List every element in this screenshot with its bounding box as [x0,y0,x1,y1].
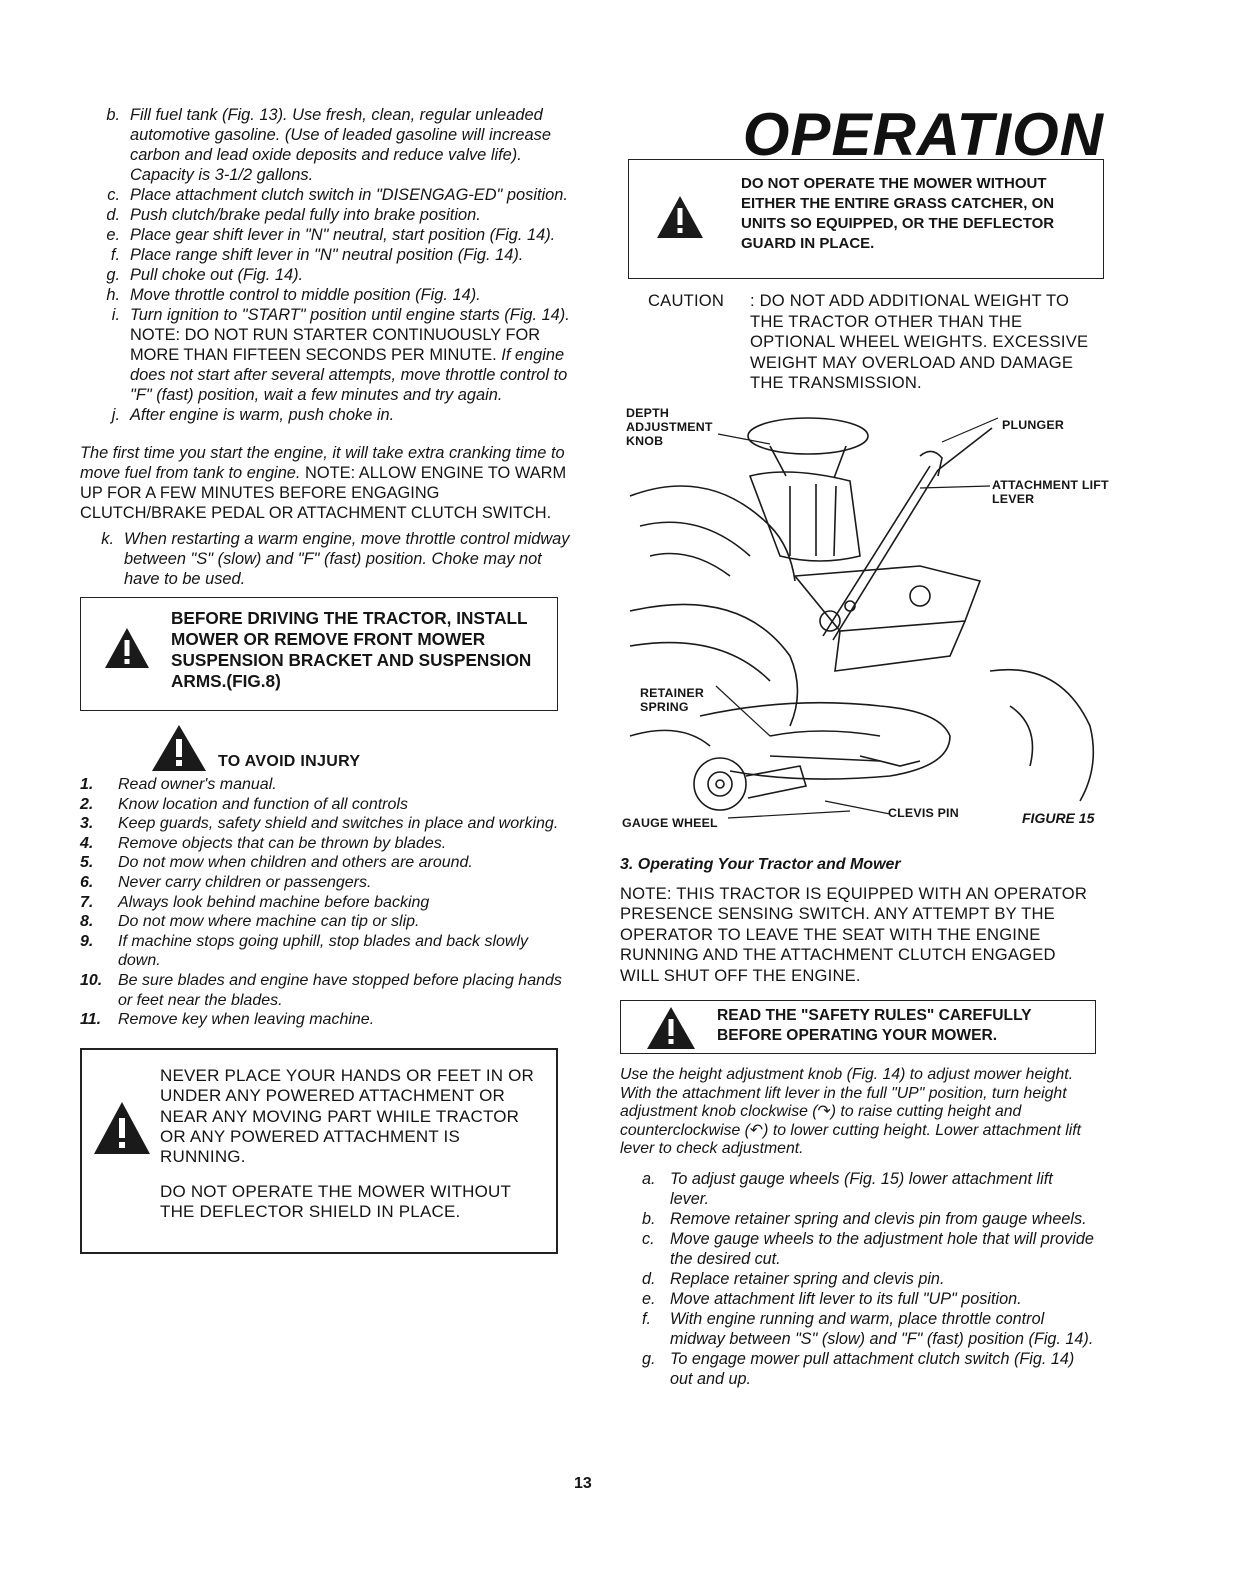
warning-triangle-icon [103,626,151,670]
clevis-pin-label: CLEVIS PIN [888,805,959,820]
list-item: 3. Keep guards, safety shield and switches in place and working. [80,815,559,833]
gauge-steps-list [620,1169,1110,1389]
list-item: g. To engage mower pull attachment clutch switch (Fig. 14) out and up. [642,1349,1075,1388]
list-item: d. Push clutch/brake pedal fully into brake position. [106,206,481,224]
list-item: 11. Remove key when leaving machine. [80,1011,375,1029]
starter-note: NOTE: DO NOT RUN STARTER CONTINUOUSLY FOR MORE THAN FIFTEEN SECONDS PER MINUTE. [130,326,541,364]
list-item: g. Pull choke out (Fig. 14). [106,266,304,284]
left-column [80,105,570,1254]
list-item: i. Turn ignition to "START" position until engine starts (Fig. 14). NOTE: DO NOT RUN STARTER CONTINUOUSLY FOR MORE THAN FIFTEEN SECONDS PER MINUTE. If engine does not start after several attempts, move throttle control to "F" (fast) position, wait a few minutes and try again. [111,306,570,404]
list-item: j. After engine is warm, push choke in. [111,406,395,424]
page-number: 13 [574,1475,592,1492]
page-title: OPERATION [742,101,1104,168]
grass-catcher-warning: DO NOT OPERATE THE MOWER WITHOUT EITHER THE ENTIRE GRASS CATCHER, ON UNITS SO EQUIPPED, OR THE DEFLECTOR GUARD IN PLACE. [628,159,1104,279]
list-item: 6. Never carry children or passengers. [80,873,372,891]
step-i-text: Turn ignition to "START" position until engine starts (Fig. 14). [130,306,570,324]
gauge-wheel-label: GAUGE WHEEL [622,815,718,830]
never-place-warning: NEVER PLACE YOUR HANDS OR FEET IN OR UNDER ANY POWERED ATTACHMENT OR NEAR ANY MOVING PART WHILE TRACTOR OR ANY POWERED ATTACHMENT IS RUNNING. DO NOT OPERATE THE MOWER WITHOUT THE DEFLECTOR SHIELD IN PLACE. [80,1048,558,1254]
list-item: 2. Know location and function of all controls [80,795,408,813]
warning-triangle-icon [655,194,705,240]
list-item: b. Remove retainer spring and clevis pin from gauge wheels. [642,1209,1087,1228]
warm-up-note: NOTE: ALLOW ENGINE TO WARM UP FOR A FEW MINUTES BEFORE ENGAGING CLUTCH/BRAKE PEDAL OR ATTACHMENT CLUTCH SWITCH. [80,464,567,522]
list-item: b. Fill fuel tank (Fig. 13). Use fresh, clean, regular unleaded automotive gasoline. (Use of leaded gasoline will increase carbon and lead oxide deposits and reduce valve life). Capacity is 3-1/2 gallons. [106,106,551,184]
lift-lever-label: ATTACHMENT LIFT LEVER [992,477,1109,506]
list-item: e. Place gear shift lever in "N" neutral, start position (Fig. 14). [106,226,556,244]
caution-label: CAUTION [648,291,725,310]
tractor-mower-illustration [620,406,1110,856]
caution-text: : DO NOT ADD ADDITIONAL WEIGHT TO THE TRACTOR OTHER THAN THE OPTIONAL WHEEL WEIGHTS. EXCESSIVE WEIGHT MAY OVERLOAD AND DAMAGE THE TRANSMISSION. [750,291,1089,393]
avoid-injury-block [80,723,570,1030]
section-heading: 3. Operating Your Tractor and Mower [620,855,901,873]
plunger-label: PLUNGER [1002,417,1064,432]
install-mower-warning: BEFORE DRIVING THE TRACTOR, INSTALL MOWER OR REMOVE FRONT MOWER SUSPENSION BRACKET AND SUSPENSION ARMS.(FIG.8) [80,597,558,711]
list-item: f. Place range shift lever in "N" neutral position (Fig. 14). [110,246,524,264]
list-item: f. With engine running and warm, place throttle control midway between "S" (slow) and "F" (fast) position (Fig. 14). [642,1309,1094,1348]
warning-triangle-icon [92,1100,152,1156]
figure-caption: FIGURE 15 [1022,809,1095,826]
read-safety-rules-warning: READ THE "SAFETY RULES" CAREFULLY BEFORE OPERATING YOUR MOWER. [620,1000,1096,1054]
step-i-text-cont: If engine does not start after several attempts, move throttle control to "F" (fast) position, wait a few minutes and try again. [130,346,568,404]
start-steps-list [80,105,570,425]
warning-triangle-icon [645,1005,697,1051]
caution-block [620,291,1110,394]
list-item: 1. Read owner's manual. [80,776,277,793]
avoid-injury-heading: TO AVOID INJURY [218,753,361,770]
list-item: 9. If machine stops going uphill, stop blades and back slowly down. [80,932,529,970]
warning-triangle-icon [150,723,208,773]
list-item: 8. Do not mow where machine can tip or slip. [80,913,420,931]
list-item: c. Place attachment clutch switch in "DISENGAG-ED" position. [107,186,568,204]
height-adjustment-paragraph: Use the height adjustment knob (Fig. 14) to adjust mower height. With the attachment lift lever in the full "UP" position, turn height adjustment knob clockwise (↷) to raise cutting height and counterclockwise (↶) to lower cutting height. Lower attachment lift lever to check adjustment. [620,1066,1082,1158]
presence-switch-note: NOTE: THIS TRACTOR IS EQUIPPED WITH AN OPERATOR PRESENCE SENSING SWITCH. ANY ATTEMPT BY THE OPERATOR TO LEAVE THE SEAT WITH THE ENGINE RUNNING AND THE ATTACHMENT CLUTCH ENGAGED WILL SHUT OFF THE ENGINE. [620,883,1088,985]
list-item: d. Replace retainer spring and clevis pin. [642,1269,945,1288]
list-item: k. When restarting a warm engine, move throttle control midway between "S" (slow) and "F" (fast) position. Choke may not have to be used. [101,530,570,588]
list-item: c. Move gauge wheels to the adjustment hole that will provide the desired cut. [642,1229,1094,1268]
list-item: e. Move attachment lift lever to its full "UP" position. [642,1289,1022,1308]
retainer-spring-label: RETAINER SPRING [640,685,705,714]
safety-rules-list [80,775,570,1030]
depth-knob-label: DEPTH ADJUSTMENT KNOB [626,405,713,448]
first-time-paragraph: The first time you start the engine, it will take extra cranking time to move fuel from tank to engine. NOTE: ALLOW ENGINE TO WARM UP FOR A FEW MINUTES BEFORE ENGAGING CLUTCH/BRAKE PEDAL OR ATTACHMENT CLUTCH SWITCH. [80,444,567,522]
right-column [620,101,1110,1389]
list-item: a. To adjust gauge wheels (Fig. 15) lower attachment lift lever. [642,1169,1053,1208]
list-item: 4. Remove objects that can be thrown by blades. [80,834,447,852]
list-item: 7. Always look behind machine before backing [80,893,430,911]
list-item: 10. Be sure blades and engine have stopped before placing hands or feet near the blades. [80,971,562,1009]
list-item: h. Move throttle control to middle position (Fig. 14). [106,286,481,304]
figure-15 [620,406,1110,856]
list-item: 5. Do not mow when children and others are around. [80,854,473,872]
